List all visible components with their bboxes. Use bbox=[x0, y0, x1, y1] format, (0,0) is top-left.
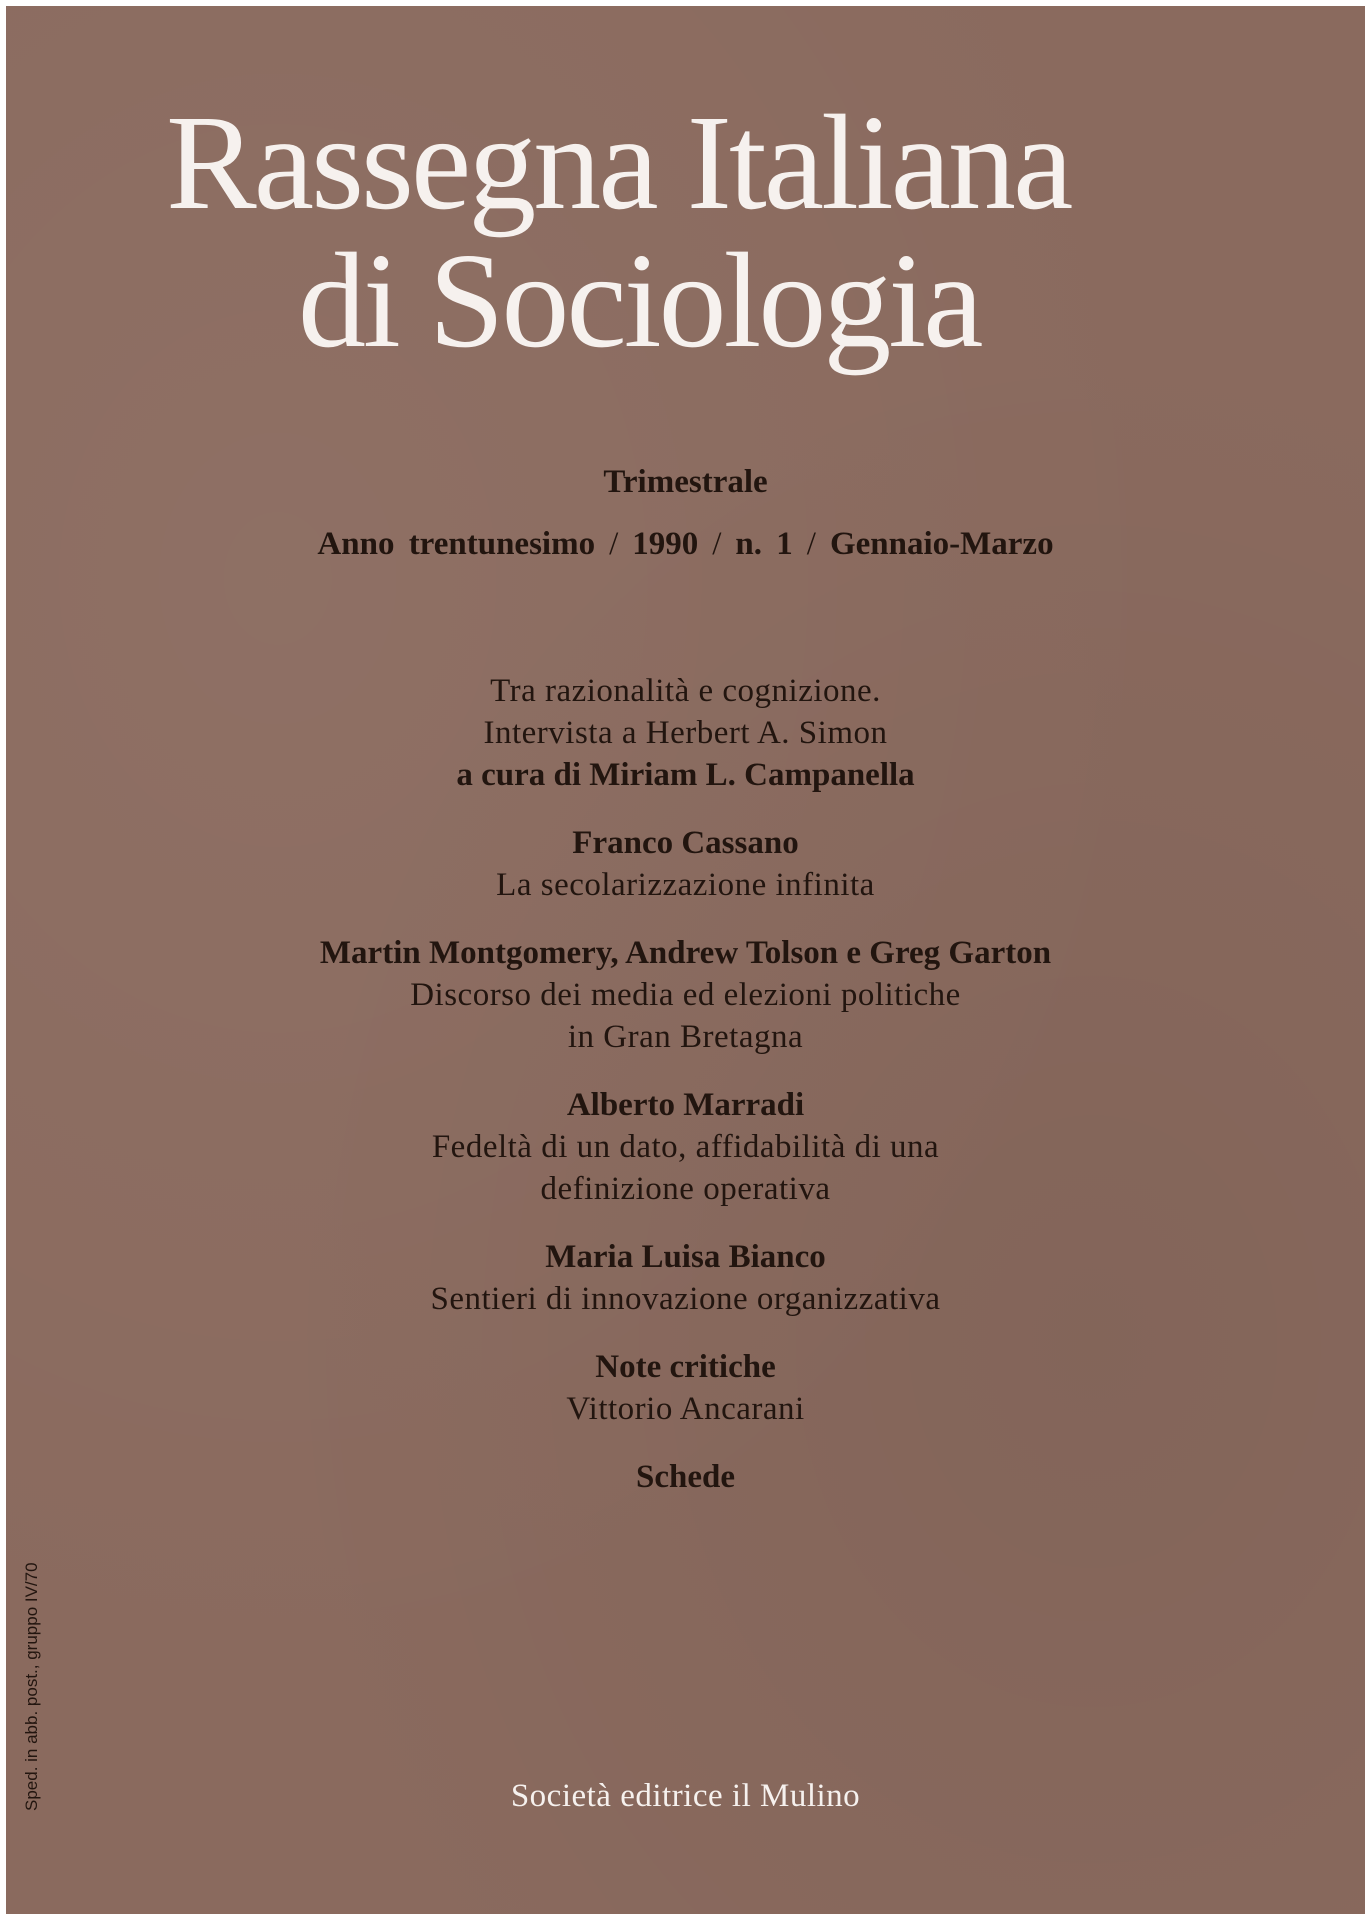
toc-entry-author: Martin Montgomery, Andrew Tolson e Greg Garton bbox=[319, 935, 1052, 971]
issue-period: Gennaio-Marzo bbox=[829, 526, 1054, 562]
publisher-name: Società editrice il Mulino bbox=[510, 1778, 861, 1814]
issue-separator: / bbox=[712, 526, 722, 562]
issue-number: n. 1 bbox=[735, 526, 793, 562]
toc-entry-title: Discorso dei media ed elezioni politiche bbox=[410, 977, 961, 1013]
toc-entry bbox=[6, 670, 1365, 796]
toc-entry bbox=[6, 1456, 1365, 1498]
table-of-contents bbox=[6, 670, 1365, 1524]
toc-entry bbox=[6, 1346, 1365, 1430]
toc-entry-author: a cura di Miriam L. Campanella bbox=[456, 757, 915, 793]
frequency-label: Trimestrale bbox=[603, 464, 768, 500]
toc-entry-title: La secolarizzazione infinita bbox=[496, 867, 875, 903]
masthead-line-1: Rassegna Italiana bbox=[166, 88, 1071, 238]
toc-entry-title: Vittorio Ancarani bbox=[566, 1391, 805, 1427]
toc-entry-author: Schede bbox=[636, 1459, 735, 1495]
toc-entry-title: in Gran Bretagna bbox=[567, 1019, 804, 1055]
toc-entry-title: Tra razionalità e cognizione. bbox=[490, 673, 881, 709]
toc-entry-author: Maria Luisa Bianco bbox=[545, 1239, 826, 1275]
toc-entry-title: definizione operativa bbox=[540, 1171, 831, 1207]
toc-entry bbox=[6, 932, 1365, 1058]
toc-entry-author: Franco Cassano bbox=[572, 825, 799, 861]
toc-entry bbox=[6, 1084, 1365, 1210]
postal-note: Sped. in abb. post., gruppo IV/70 bbox=[22, 1562, 41, 1811]
masthead-line-2: di Sociologia bbox=[298, 226, 981, 376]
toc-entry-author: Note critiche bbox=[595, 1349, 776, 1385]
journal-cover bbox=[6, 6, 1365, 1914]
toc-entry bbox=[6, 1236, 1365, 1320]
toc-entry-author: Alberto Marradi bbox=[566, 1087, 805, 1123]
toc-entry-title: Intervista a Herbert A. Simon bbox=[483, 715, 888, 751]
masthead-title bbox=[166, 88, 1306, 376]
issue-separator: / bbox=[806, 526, 816, 562]
toc-entry-title: Fedeltà di un dato, affidabilità di una bbox=[431, 1129, 940, 1165]
issue-info bbox=[6, 526, 1365, 563]
issue-year-text: Anno trentunesimo bbox=[317, 526, 596, 562]
toc-entry bbox=[6, 822, 1365, 906]
issue-separator: / bbox=[609, 526, 619, 562]
toc-entry-title: Sentieri di innovazione organizzativa bbox=[430, 1281, 941, 1317]
issue-year: 1990 bbox=[632, 526, 699, 562]
